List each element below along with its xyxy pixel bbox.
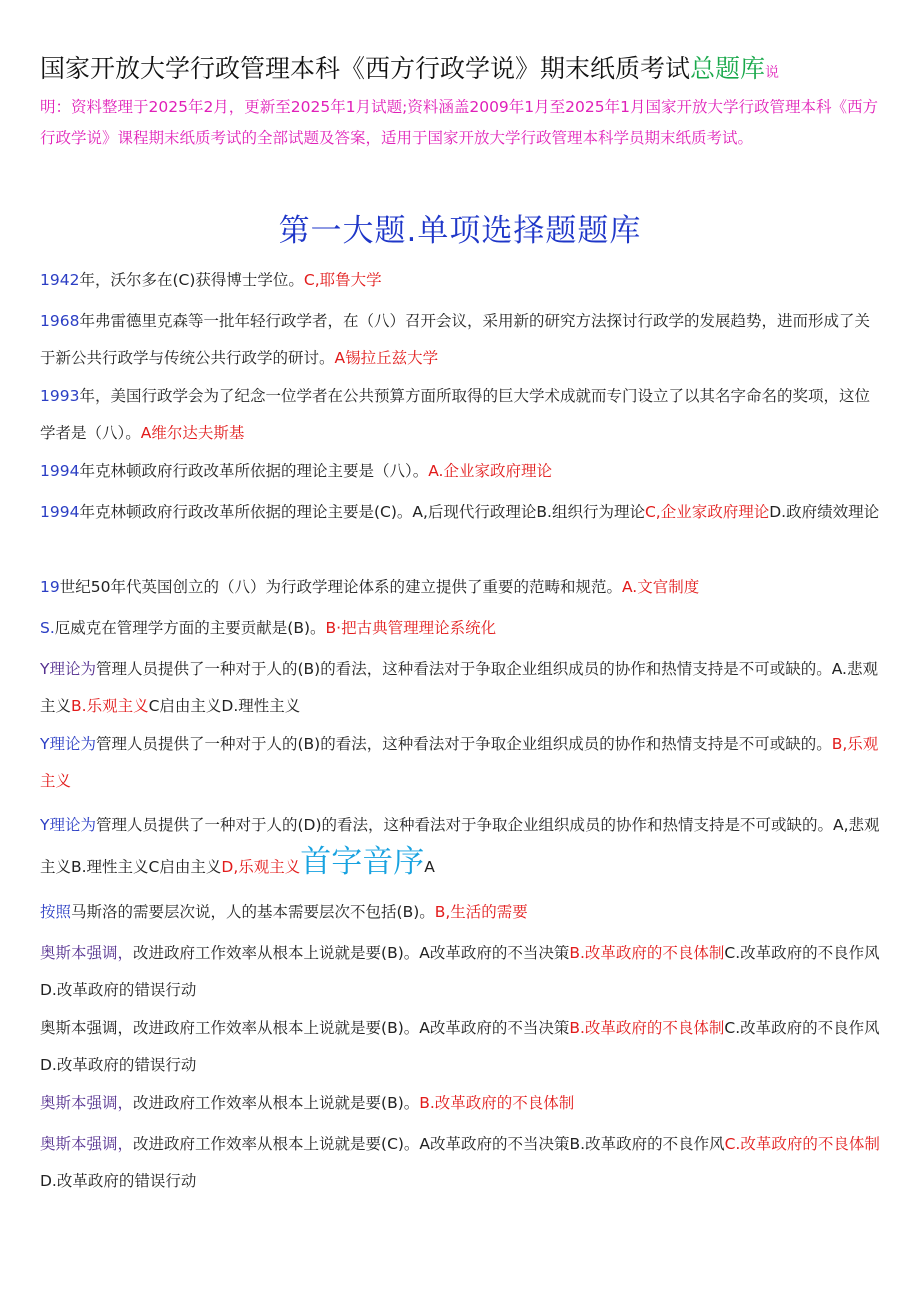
answer-text: D,乐观主义 [221,858,301,876]
question-lead: 奥斯本强调， [40,1135,134,1153]
question-tail: C启由主义D.理性主义 [148,697,301,715]
question-lead: 19 [40,578,60,596]
title-small-char: 说 [765,65,780,81]
question-tail: D.改革政府的错误行动 [40,1172,197,1190]
question-item [40,453,885,490]
question-tail: D.政府绩效理论 [769,503,880,521]
question-item [40,726,885,800]
question-item [40,935,885,1009]
question-item [40,494,885,531]
title-block [40,50,880,154]
question-item [40,1085,885,1122]
answer-text: B.改革政府的不良体制 [569,1019,725,1037]
answer-text: B,生活的需要 [434,903,528,921]
question-lead: Y理论为 [40,816,96,834]
section-marker-letter: A [424,858,435,876]
answer-text: B,乐观主义 [40,735,879,790]
answer-text: C,企业家政府理论 [644,503,770,521]
section-marker: 首字音序 [300,844,425,880]
question-text: 管理人员提供了一种对于人的(D)的看法，这种看法对于争取企业组织成员的协作和热情支持是不可或缺的。A,悲观主义B.理性主义C启由主义 [40,816,880,876]
answer-text: B.改革政府的不良体制 [419,1094,575,1112]
question-text: 改进政府工作效率从根本上说就是要(B)。A改革政府的不当决策 [133,1019,570,1037]
title-main: 国家开放大学行政管理本科《西方行政学说》期末纸质考试 [40,54,691,83]
answer-text: A.文官制度 [621,578,700,596]
section-heading: 第一大题.单项选择题题库 [278,213,642,249]
answer-text: C,耶鲁大学 [303,271,382,289]
question-item [40,1010,885,1084]
question-lead: 1968 [40,312,80,330]
question-lead: 1994 [40,462,80,480]
question-item [40,610,885,647]
question-lead: Y理论为 [40,735,96,753]
answer-text: B.乐观主义 [71,697,149,715]
question-text: 改进政府工作效率从根本上说就是要(C)。A改革政府的不当决策B.改革政府的不良作风 [133,1135,725,1153]
answer-text: A维尔达夫斯基 [140,424,245,442]
question-tail: C.改革政府的不良作风D.改革政府的错误行动 [40,944,880,999]
question-text: 年，沃尔多在(C)获得博士学位。 [79,271,304,289]
question-text: 管理人员提供了一种对于人的(B)的看法，这种看法对于争取企业组织成员的协作和热情支持是不可或缺的。 [95,735,832,753]
question-text: 改进政府工作效率从根本上说就是要(B)。 [133,1094,420,1112]
question-item [40,262,885,299]
question-text: 年，美国行政学会为了纪念一位学者在公共预算方面所取得的巨大学术成就而专门设立了以其名字命名的奖项，这位学者是（八）。 [40,387,870,442]
question-item [40,651,885,725]
question-lead: 1993 [40,387,80,405]
answer-text: C.改革政府的不良体制 [724,1135,880,1153]
question-item [40,378,885,452]
question-lead: 奥斯本强调， [40,944,134,962]
question-text: 年弗雷德里克森等一批年轻行政学者，在（八）召开会议，采用新的研究方法探讨行政学的发展趋势，进而形成了关于新公共行政学与传统公共行政学的研讨。 [40,312,870,367]
answer-text: A.企业家政府理论 [428,462,552,480]
question-item [40,569,885,606]
question-lead: 按照 [40,903,72,921]
title-tail: 总题库 [690,54,766,83]
question-lead: 1994 [40,503,80,521]
question-item [40,807,885,886]
question-lead: 奥斯本强调， [40,1019,134,1037]
answer-text: B·把古典管理理论系统化 [325,619,497,637]
question-text: 改进政府工作效率从根本上说就是要(B)。A改革政府的不当决策 [133,944,570,962]
question-lead: 奥斯本强调， [40,1094,134,1112]
question-text: 世纪50年代英国创立的（八）为行政学理论体系的建立提供了重要的范畴和规范。 [59,578,622,596]
document-title [40,50,880,92]
question-text: 年克林顿政府行政改革所依据的理论主要是（八）。 [79,462,429,480]
question-item [40,303,885,377]
question-item [40,1126,885,1200]
question-lead: 1942 [40,271,80,289]
answer-text: B.改革政府的不良体制 [569,944,725,962]
document-description: 明：资料整理于2025年2月，更新至2025年1月试题;资料涵盖2009年1月至2025年1月国家开放大学行政管理本科《西方行政学说》课程期末纸质考试的全部试题及答案，适用于国家开放大学行政管理本科学员期末纸质考试。 [40,98,878,147]
question-lead: Y理论为 [40,660,96,678]
question-tail: C.改革政府的不良作风D.改革政府的错误行动 [40,1019,880,1074]
answer-text: A锡拉丘兹大学 [334,349,439,367]
question-text: 马斯洛的需要层次说，人的基本需要层次不包括(B)。 [71,903,435,921]
question-text: 厄威克在管理学方面的主要贡献是(B)。 [54,619,326,637]
question-lead: S. [40,619,55,637]
question-item [40,894,885,931]
question-text: 年克林顿政府行政改革所依据的理论主要是(C)。A,后现代行政理论B.组织行为理论 [79,503,645,521]
question-text: 管理人员提供了一种对于人的(B)的看法，这种看法对于争取企业组织成员的协作和热情支持是不可或缺的。A.悲观主义 [40,660,878,715]
